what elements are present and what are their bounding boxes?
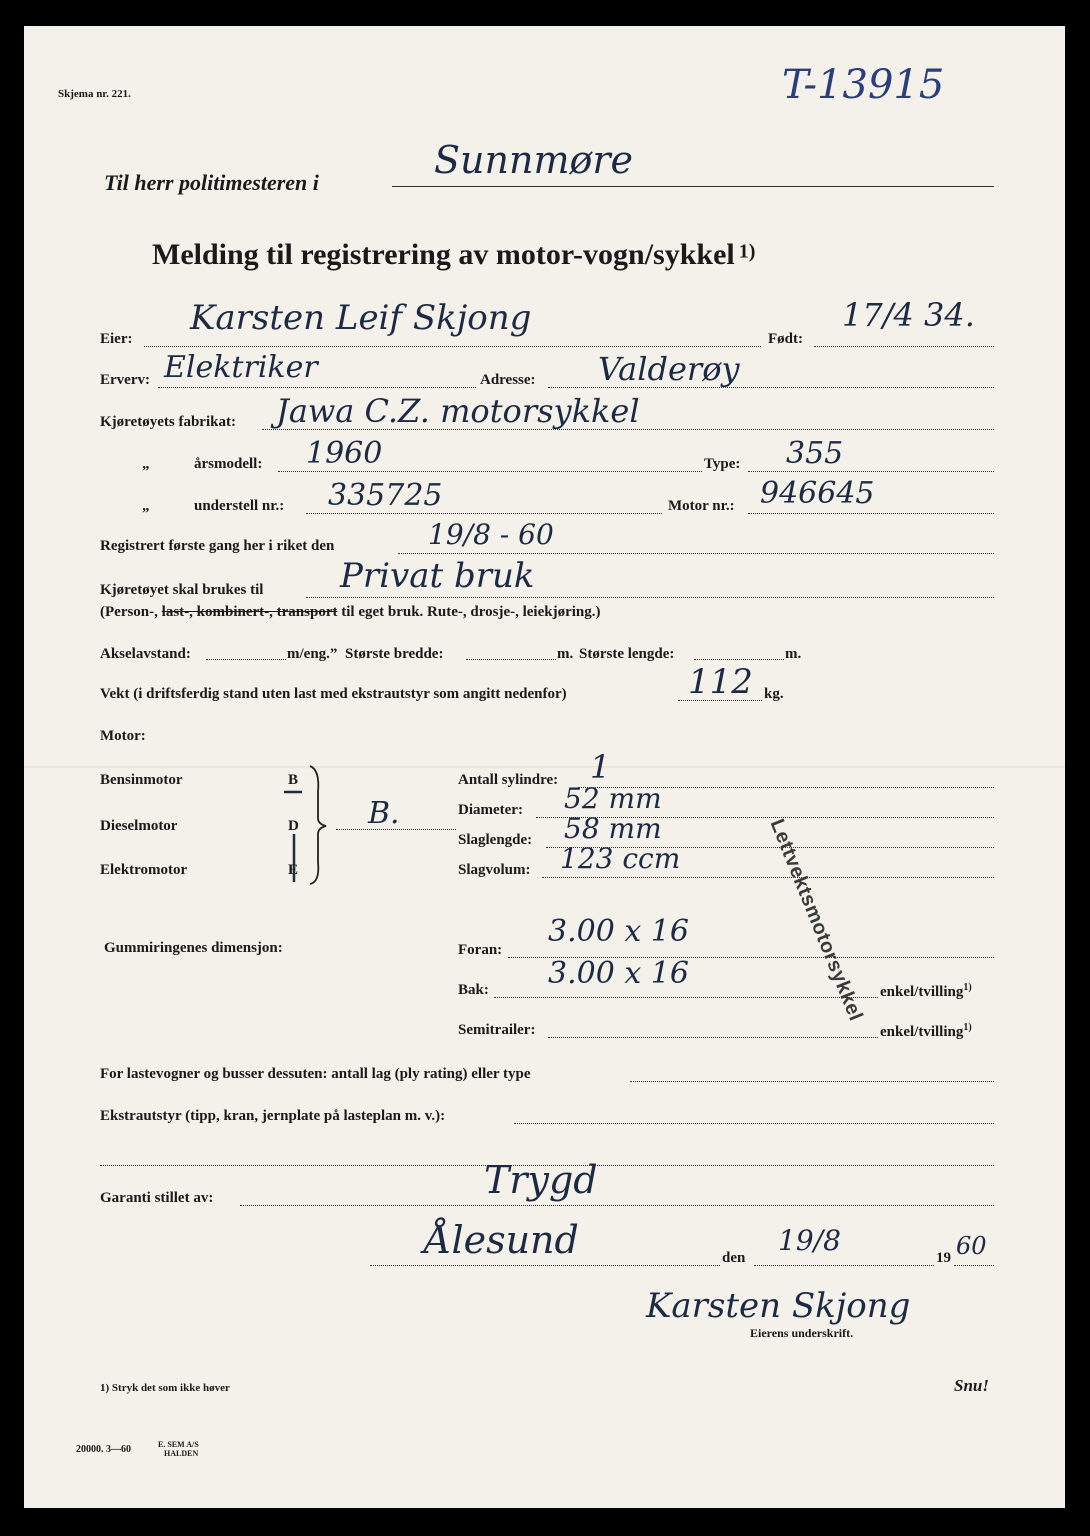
width-line: [466, 659, 556, 660]
type-label: Type:: [704, 456, 741, 472]
guarantee-label: Garanti stillet av:: [100, 1190, 214, 1206]
guarantee-value[interactable]: Trygd: [484, 1158, 598, 1202]
first-registered-label: Registrert første gang her i riket den: [100, 538, 335, 554]
diameter-label: Diameter:: [458, 802, 523, 818]
motor-selected-value[interactable]: B.: [368, 796, 400, 831]
guarantee-line: [240, 1205, 994, 1206]
length-label: Største lengde:: [579, 646, 675, 662]
motor-type-petrol: Bensinmotor: [100, 772, 183, 788]
cylinders-value[interactable]: 1: [590, 748, 611, 786]
ply-rating-label: For lastevogner og busser dessuten: antall lag (ply rating) eller type: [100, 1066, 531, 1082]
stroke-label: Slaglengde:: [458, 832, 533, 848]
usage-note-struck: last-, kombinert-, transport: [161, 604, 338, 620]
motor-code-electric: E: [288, 862, 299, 878]
title-footnote: 1): [738, 240, 756, 263]
usage-line: [306, 597, 994, 598]
motor-type-diesel: Dieselmotor: [100, 818, 178, 834]
occupation-line: [158, 387, 476, 388]
length-line: [694, 659, 784, 660]
owner-value[interactable]: Karsten Leif Skjong: [190, 298, 532, 338]
usage-note-suffix: til eget bruk. Rute-, drosje-, leiekjøring.): [341, 604, 601, 620]
volume-label: Slagvolum:: [458, 862, 531, 878]
weight-value[interactable]: 112: [688, 662, 753, 702]
stroke-value[interactable]: 58 mm: [564, 812, 662, 845]
footnote: 1) Stryk det som ikke høver: [100, 1382, 230, 1394]
address-label: Adresse:: [480, 372, 536, 388]
owner-signature[interactable]: Karsten Skjong: [646, 1286, 911, 1326]
model-year-ditto: „: [142, 456, 150, 472]
equipment-line: [514, 1123, 994, 1124]
model-year-value[interactable]: 1960: [306, 436, 383, 471]
axle-label: Akselavstand:: [100, 646, 191, 662]
chassis-ditto: „: [142, 498, 150, 514]
model-year-label: årsmodell:: [194, 456, 263, 472]
chassis-value[interactable]: 335725: [328, 478, 443, 513]
motor-code-diesel: D: [288, 818, 299, 834]
volume-value[interactable]: 123 ccm: [560, 842, 681, 875]
printer-line-2: HALDEN: [164, 1449, 199, 1458]
width-unit: m.: [557, 646, 574, 662]
width-label: Største bredde:: [345, 646, 444, 662]
born-line: [814, 346, 994, 347]
model-year-line: [278, 471, 702, 472]
place-line: [370, 1265, 720, 1266]
date-den-label: den: [722, 1250, 746, 1266]
motor-code-marks: [280, 762, 330, 888]
rear-single-twin: enkel/tvilling$^{1)}$: [880, 982, 972, 1000]
address-value[interactable]: Valderøy: [598, 350, 740, 388]
born-label: Født:: [768, 331, 803, 347]
type-value[interactable]: 355: [786, 436, 844, 471]
make-label: Kjøretøyets fabrikat:: [100, 414, 236, 430]
owner-line: [144, 346, 761, 347]
front-tyre-label: Foran:: [458, 942, 503, 958]
engine-number-label: Motor nr.:: [668, 498, 735, 514]
axle-line: [206, 659, 286, 660]
form-number: Skjema nr. 221.: [58, 88, 131, 100]
lightweight-motorcycle-stamp: Lettvektsmotorsykkel: [765, 816, 867, 1025]
length-unit: m.: [785, 646, 802, 662]
semitrailer-line: [548, 1037, 878, 1038]
type-line: [748, 471, 994, 472]
year-suffix[interactable]: 60: [956, 1232, 987, 1260]
born-value[interactable]: 17/4 34.: [842, 296, 975, 334]
date-value[interactable]: 19/8: [778, 1224, 841, 1257]
chassis-label: understell nr.:: [194, 498, 285, 514]
volume-line: [542, 877, 994, 878]
equipment-label: Ekstrautstyr (tipp, kran, jernplate på lasteplan m. v.):: [100, 1108, 446, 1124]
salutation-line: [392, 186, 994, 187]
engine-number-line: [748, 513, 994, 514]
rear-tyre-line: [494, 997, 878, 998]
cylinders-label: Antall sylindre:: [458, 772, 559, 788]
occupation-value[interactable]: Elektriker: [164, 350, 318, 385]
owner-label: Eier:: [100, 331, 133, 347]
printer-code: 20000. 3—60: [76, 1444, 131, 1455]
diameter-value[interactable]: 52 mm: [564, 782, 662, 815]
occupation-label: Erverv:: [100, 372, 150, 388]
ply-rating-line: [630, 1081, 994, 1082]
usage-note-prefix: (Person-,: [100, 604, 158, 620]
year-line: [954, 1265, 994, 1266]
first-registered-line: [398, 553, 994, 554]
rear-tyre-value[interactable]: 3.00 x 16: [548, 956, 689, 991]
place-value[interactable]: Ålesund: [424, 1218, 579, 1262]
reference-number: T-13915: [782, 62, 945, 108]
engine-number-value[interactable]: 946645: [760, 476, 875, 511]
usage-label: Kjøretøyet skal brukes til: [100, 582, 264, 598]
signature-label: Eierens underskrift.: [750, 1326, 854, 1340]
printer-name: [158, 1440, 199, 1458]
form-title: [152, 238, 755, 272]
printer-line-1: E. SEM A/S: [158, 1440, 199, 1449]
rear-tyre-label: Bak:: [458, 982, 489, 998]
make-value[interactable]: Jawa C.Z. motorsykkel: [276, 392, 640, 430]
form-sheet: [24, 26, 1065, 1508]
front-tyre-value[interactable]: 3.00 x 16: [548, 914, 689, 949]
weight-label: Vekt (i driftsferdig stand uten last med ekstrautstyr som angitt nedenfor): [100, 686, 567, 702]
semitrailer-single-twin: enkel/tvilling$^{1)}$: [880, 1022, 972, 1040]
first-registered-value[interactable]: 19/8 - 60: [428, 518, 554, 551]
salutation-value[interactable]: Sunnmøre: [434, 138, 634, 182]
semitrailer-label: Semitrailer:: [458, 1022, 536, 1038]
usage-note: [100, 604, 601, 621]
salutation-label: Til herr politimesteren i: [104, 170, 319, 195]
title-text: Melding til registrering av motor-vogn/sykkel: [152, 238, 735, 271]
usage-value[interactable]: Privat bruk: [340, 556, 535, 596]
axle-unit: m/eng.”: [287, 646, 338, 662]
fold-crease: [24, 766, 1065, 769]
motor-label: Motor:: [100, 728, 146, 744]
year-prefix: 19: [936, 1250, 951, 1266]
motor-type-electric: Elektromotor: [100, 862, 188, 878]
tyres-label: Gummiringenes dimensjon:: [104, 940, 283, 956]
motor-code-petrol: B: [288, 772, 299, 788]
weight-unit: kg.: [764, 686, 784, 702]
turn-over: Snu!: [954, 1376, 989, 1395]
date-line: [754, 1265, 934, 1266]
chassis-line: [306, 513, 662, 514]
